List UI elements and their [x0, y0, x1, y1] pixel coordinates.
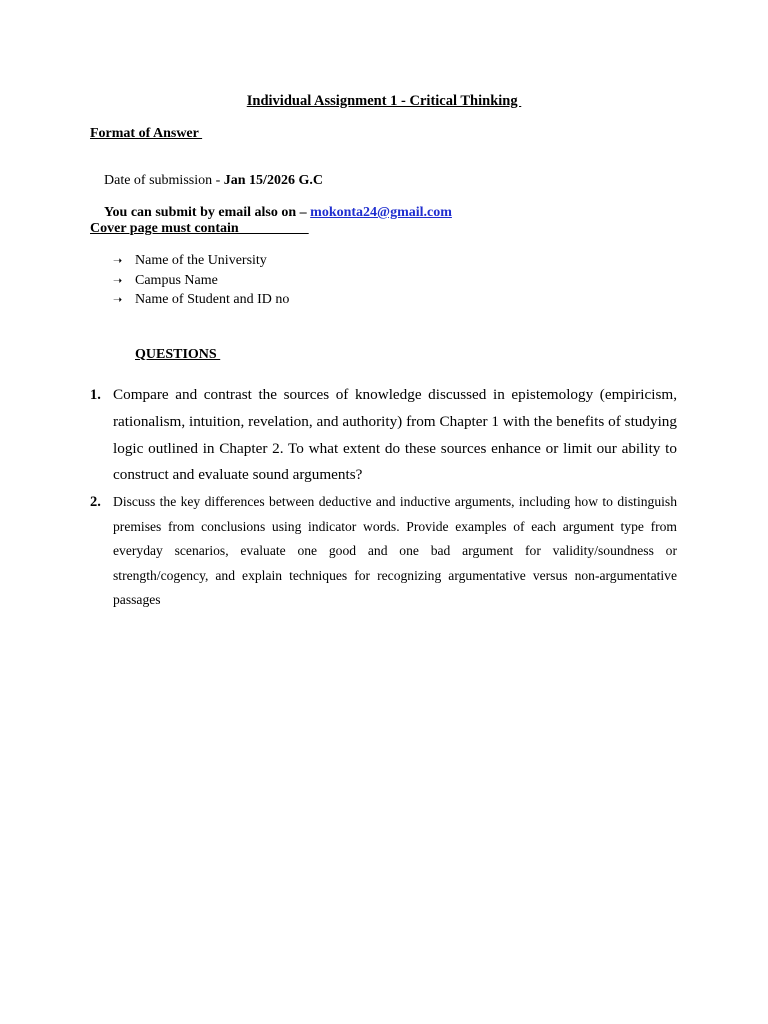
question-number: 2.: [90, 494, 101, 510]
list-item: [113, 290, 289, 310]
assignment-title: Individual Assignment 1 - Critical Thinking: [246, 93, 522, 109]
question-number: 1.: [90, 387, 101, 403]
right-arrow-icon: ➝: [113, 273, 123, 287]
right-arrow-icon: ➝: [113, 254, 123, 267]
list-item-label: Campus Name: [135, 272, 218, 288]
email-link[interactable]: mokonta24@gmail.com: [310, 205, 452, 220]
cover-page-list: [113, 251, 289, 310]
list-item: [113, 271, 289, 291]
question-text: Compare and contrast the sources of knowledge discussed in epistemology (empiricism, rationalism, intuition, revelation, and authority) from Chapter 1 with the benefits of studying logic outlined in Chapter 2. To what extent do these sources enhance or limit our ability to construct and evaluate sound arguments?: [113, 386, 677, 484]
cover-page-heading: Cover page must contain: [90, 221, 309, 236]
question-item: [90, 382, 677, 489]
email-label: You can submit by email also on –: [104, 205, 311, 220]
question-item: [90, 490, 677, 613]
list-item-label: Name of the University: [135, 253, 267, 268]
list-item-label: Name of Student and ID no: [135, 292, 290, 307]
question-text: Discuss the key differences between deductive and inductive arguments, including how to distinguish premises from conclusions using indicator words. Provide examples of each argument type from everyday scenarios, evaluate one good and one bad argument for validity/soundness or strength/cogency, and explain techniques for recognizing argumentative versus non-argumentative passages: [113, 494, 677, 608]
questions-heading: QUESTIONS: [135, 347, 221, 362]
list-item: [113, 251, 289, 271]
format-heading: Format of Answer: [90, 126, 203, 141]
submission-label: Date of submission -: [104, 173, 224, 188]
right-arrow-icon: ➝: [113, 293, 123, 306]
submission-date: Jan 15/2026 G.C: [223, 173, 323, 188]
